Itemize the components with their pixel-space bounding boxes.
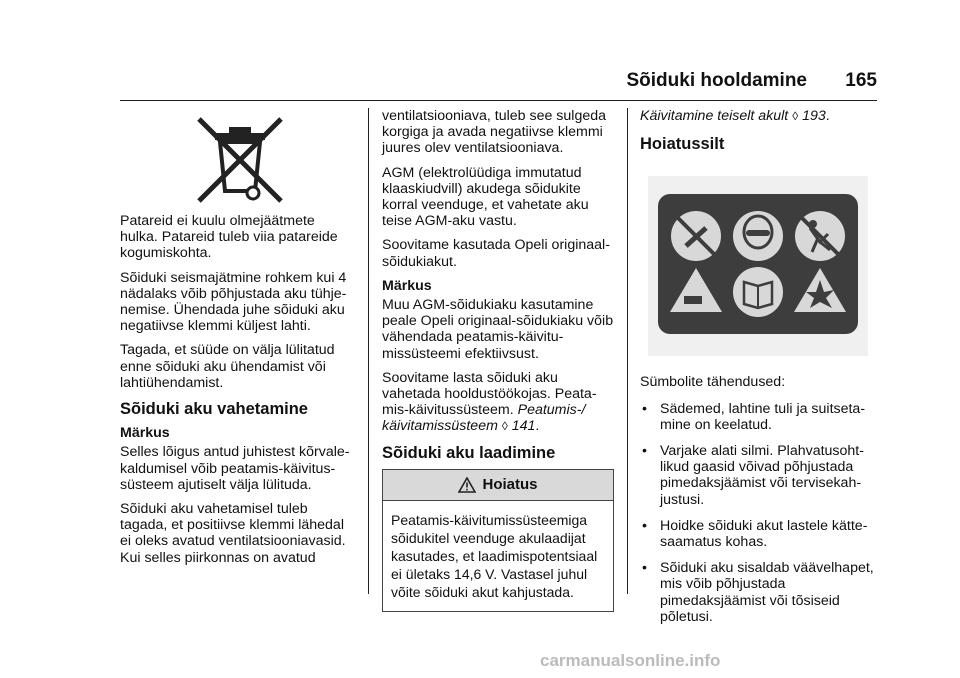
list-item: • Hoidke sõiduki akut lastele kättesaamatus kohas.: [640, 518, 876, 550]
warning-title: Hoiatus: [482, 475, 538, 493]
note-label: Märkus: [120, 425, 170, 442]
section-heading: Hoiatussilt: [640, 135, 725, 154]
cross-reference-link[interactable]: Käivitamine teiselt akult: [640, 108, 789, 124]
paragraph: Selles lõigus antud juhistest kõrvalekaldumisel võib peatamis-käivitussüsteem ajutiselt välja lülituda.: [120, 444, 350, 493]
symbols-intro: Sümbolite tähendused:: [640, 374, 786, 391]
page-header: [120, 70, 877, 101]
cross-reference-link[interactable]: Peatumis-/ käivitamissüsteem: [382, 402, 586, 435]
warning-box: [382, 469, 614, 612]
paragraph: ventilatsiooniava, tuleb see sulgeda korgiga ja avada negatiivse klemmi juures olev ventilatsiooniava.: [382, 108, 607, 157]
column-3: [640, 108, 876, 635]
column-divider: [368, 108, 369, 594]
page-ref[interactable]: 193: [802, 108, 826, 124]
watermark: carmanualsonline.info: [540, 651, 721, 670]
crossed-bin-icon: [195, 115, 285, 205]
paragraph: Patareid ei kuulu olmejäätmete hulka. Patareid tuleb viia patareide kogumiskohta.: [120, 213, 338, 262]
list-item: • Sõiduki aku sisaldab väävelhapet, mis võib põhjustada pimedaksjäämist või tõsiseid põletusi.: [640, 560, 876, 625]
warning-text: Peatamis-käivitumissüsteemiga sõidukitel veenduge akulaadijat kasutades, et laadimispotentsiaal ei ületaks 14,6 V. Vastasel juhul võite sõiduki akut kahjustada.: [391, 511, 598, 600]
paragraph: Muu AGM-sõidukiaku kasutamine peale Opeli originaal-sõidukiaku võib vähendada peatamis-käivitumissüsteemi efektiivsust.: [382, 297, 614, 362]
paragraph: Sõiduki seismajätmine rohkem kui 4 nädalaks võib põhjustada aku tühjenemise. Ühendada juhe sõiduki aku negatiivse klemmi küljest lahti.: [120, 269, 347, 335]
paragraph: Soovitame kasutada Opeli originaal-sõidukiakut.: [382, 237, 610, 270]
section-heading: Sõiduki aku laadimine: [382, 443, 556, 462]
warning-triangle-icon: [458, 477, 476, 493]
paragraph: Tagada, et süüde on välja lülitatud enne sõiduki aku ühendamist või lahtiühendamist.: [120, 342, 335, 391]
page-title: Sõiduki hooldamine: [626, 70, 807, 91]
note-label: Märkus: [382, 277, 432, 294]
column-2: [382, 108, 614, 612]
paragraph: Soovitame lasta sõiduki aku vahetada hooldustöökojas. Peatamis-käivitussüsteem. Peatumis-/ käivitamissüsteem ◊ 141.: [382, 369, 597, 435]
list-item: • Varjake alati silmi. Plahvatusohtlikud gaasid võivad põhjustada pimedaksjäämist või tervisekahjustusi.: [640, 443, 876, 508]
symbol-meanings-list: [640, 401, 876, 625]
page-number: 165: [845, 70, 877, 91]
paragraph: AGM (elektrolüüdiga immutatud klaaskiudvill) akudega sõidukite korral veenduge, et vahetate aku teise AGM-aku vastu.: [382, 164, 589, 230]
page-ref-arrow: ◊: [501, 419, 508, 434]
column-divider: [627, 108, 628, 594]
column-1: [120, 115, 355, 574]
battery-warning-label-image: [648, 176, 868, 356]
section-heading: Sõiduki aku vahetamine: [120, 400, 308, 419]
list-item: • Sädemed, lahtine tuli ja suitsetamine on keelatud.: [640, 401, 876, 433]
cross-reference: Käivitamine teiselt akult ◊ 193.: [640, 108, 830, 124]
page-ref[interactable]: 141: [511, 418, 536, 435]
paragraph-text: Soovitame lasta sõiduki aku vahetada hooldustöökojas. Peatamis-käivitussüsteem.: [382, 369, 597, 419]
warning-header: [383, 470, 613, 501]
page-ref-arrow: ◊: [792, 109, 799, 123]
paragraph: Sõiduki aku vahetamisel tuleb tagada, et positiivse klemmi lähedal ei oleks avatud ventilatsiooniavasid. Kui selles piirkonnas on avatud: [120, 501, 346, 566]
